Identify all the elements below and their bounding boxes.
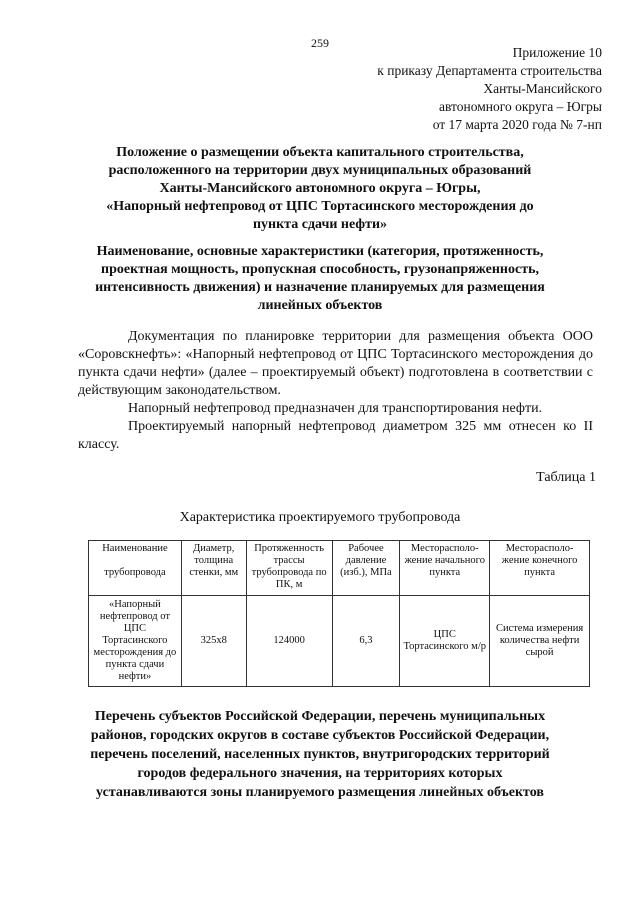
subjects-heading [75, 707, 565, 802]
heading-line: проектная мощность, пропускная способность, грузонапряженность, [101, 262, 539, 277]
heading-line: перечень поселений, населенных пунктов, внутригородских территорий [90, 747, 550, 762]
document-title [95, 144, 545, 234]
column-header: Месторасполо-жение начального пункта [400, 541, 490, 596]
heading-line: устанавливаются зоны планируемого размещения линейных объектов [96, 785, 544, 800]
page-number: 259 [311, 36, 329, 50]
heading-line: районов, городских округов в составе субъектов Российской Федерации, [90, 728, 550, 743]
table-header-row [89, 541, 590, 596]
title-line: расположенного на территории двух муниципальных образований [108, 163, 532, 178]
characteristics-table [88, 540, 590, 687]
column-header: Диаметр, толщина стенки, мм [181, 541, 246, 596]
column-header: Наименование трубопровода [89, 541, 182, 596]
column-header: Месторасполо-жение конечного пункта [490, 541, 590, 596]
heading-line: Перечень субъектов Российской Федерации, перечень муниципальных [94, 709, 546, 724]
appendix-line: от 17 марта 2020 года № 7-нп [432, 117, 602, 132]
appendix-line: автономного округа – Югры [439, 99, 602, 114]
heading-line: Наименование, основные характеристики (категория, протяженность, [96, 244, 544, 259]
appendix-line: к приказу Департамента строительства [377, 63, 602, 78]
table-label: Таблица 1 [536, 470, 596, 485]
table-cell: «Напорный нефтепровод от ЦПС Тортасинского месторождения до пункта сдачи нефти» [89, 596, 182, 687]
title-line: Ханты-Мансийского автономного округа – Югры, [159, 181, 481, 196]
table-caption: Характеристика проектируемого трубопровода [179, 510, 461, 525]
table-cell: 325x8 [181, 596, 246, 687]
table-cell: ЦПС Тортасинского м/р [400, 596, 490, 687]
table-row [89, 596, 590, 687]
paragraph: Документация по планировке территории для размещения объекта ООО «Соровскнефть»: «Напорный нефтепровод от ЦПС Тортасинского месторождения до пункта сдачи нефти» (далее – проектируемый объект) подготовлена в соответствии с действующим законодательством. [78, 329, 593, 398]
appendix-line: Ханты-Мансийского [483, 81, 602, 96]
heading-line: интенсивность движения) и назначение планируемых для размещения [95, 280, 545, 295]
section-heading [80, 243, 560, 315]
table-cell: 124000 [246, 596, 332, 687]
appendix-line: Приложение 10 [512, 45, 602, 60]
column-header: Рабочее давление (изб.), МПа [332, 541, 400, 596]
appendix-block [377, 44, 602, 134]
title-line: пункта сдачи нефти» [252, 217, 388, 232]
column-header: Протяженность трассы трубопровода по ПК, м [246, 541, 332, 596]
table-cell: 6,3 [332, 596, 400, 687]
title-line: Положение о размещении объекта капитального строительства, [116, 145, 524, 160]
heading-line: городов федерального значения, на территориях которых [137, 766, 503, 781]
paragraph: Напорный нефтепровод предназначен для транспортирования нефти. [128, 401, 543, 416]
body-text [78, 328, 593, 454]
title-line: «Напорный нефтепровод от ЦПС Тортасинского месторождения до [106, 199, 534, 214]
heading-line: линейных объектов [257, 298, 383, 313]
table-cell: Система измерения количества нефти сырой [490, 596, 590, 687]
paragraph: Проектируемый напорный нефтепровод диаметром 325 мм отнесен ко II классу. [78, 419, 593, 452]
